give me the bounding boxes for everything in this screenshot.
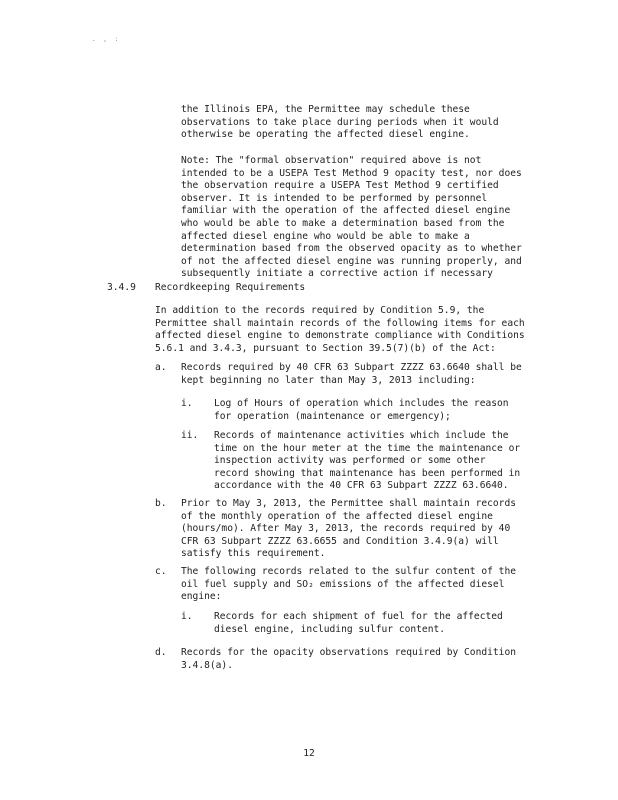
item-b-label: b. <box>155 498 167 509</box>
section-intro: In addition to the records required by Condition 5.9, the Permittee shall maintain records of the following items for each affected diesel engine to demonstrate compliance with Conditions 5.6.1 and 3.4.3, pursuant to Section 39.5(7)(b) of the Act: <box>155 305 525 354</box>
item-d-text: Records for the opacity observations required by Condition 3.4.8(a). <box>181 647 517 671</box>
item-a-label: a. <box>155 362 167 373</box>
item-a-i-text: Log of Hours of operation which includes the reason for operation (maintenance or emergency); <box>214 398 509 422</box>
continuation-paragraph: the Illinois EPA, the Permittee may schedule these observations to take place during periods when it would otherwise be operating the affected diesel engine. <box>181 104 499 141</box>
item-c-i-label: i. <box>181 611 193 622</box>
item-a-text: Records required by 40 CFR 63 Subpart ZZZZ 63.6640 shall be kept beginning no later than May 3, 2013 including: <box>181 362 522 386</box>
section-title: Recordkeeping Requirements <box>155 282 306 293</box>
section-number: 3.4.9 <box>107 282 136 293</box>
item-b-text: Prior to May 3, 2013, the Permittee shall maintain records of the monthly operation of the affected diesel engine (hours/mo). After May 3, 2013, the records required by 40 CFR 63 Subpart ZZZZ 63.6655 and Condition 3.4.9(a) will satisfy this requirement. <box>181 498 517 560</box>
item-c-text: The following records related to the sulfur content of the oil fuel supply and SO₂ emissions of the affected diesel engine: <box>181 566 517 603</box>
item-a-i-label: i. <box>181 398 193 409</box>
item-a-ii-text: Records of maintenance activities which include the time on the hour meter at the time the maintenance or inspection activity was performed or some other record showing that maintenance has been performed in accordance with the 40 CFR 63 Subpart ZZZZ 63.6640. <box>214 430 521 492</box>
item-a-ii-label: ii. <box>181 430 199 441</box>
item-c-i-text: Records for each shipment of fuel for the affected diesel engine, including sulfur content. <box>214 611 503 635</box>
header-marks: . , : <box>92 36 121 43</box>
item-d-label: d. <box>155 647 167 658</box>
item-c-label: c. <box>155 566 167 577</box>
note-paragraph: Note: The "formal observation" required above is not intended to be a USEPA Test Method 9 opacity test, nor does the observation require a USEPA Test Method 9 certified observer. It is intended to be performed by personnel familiar with the operation of the affected diesel engine who would be able to make a determination based from the affected diesel engine who would be able to make a determination based from the observed opacity as to whether of not the affected diesel engine was running properly, and subsequently initiate a corrective action if necessary <box>181 155 522 280</box>
page-number: 12 <box>303 748 315 759</box>
